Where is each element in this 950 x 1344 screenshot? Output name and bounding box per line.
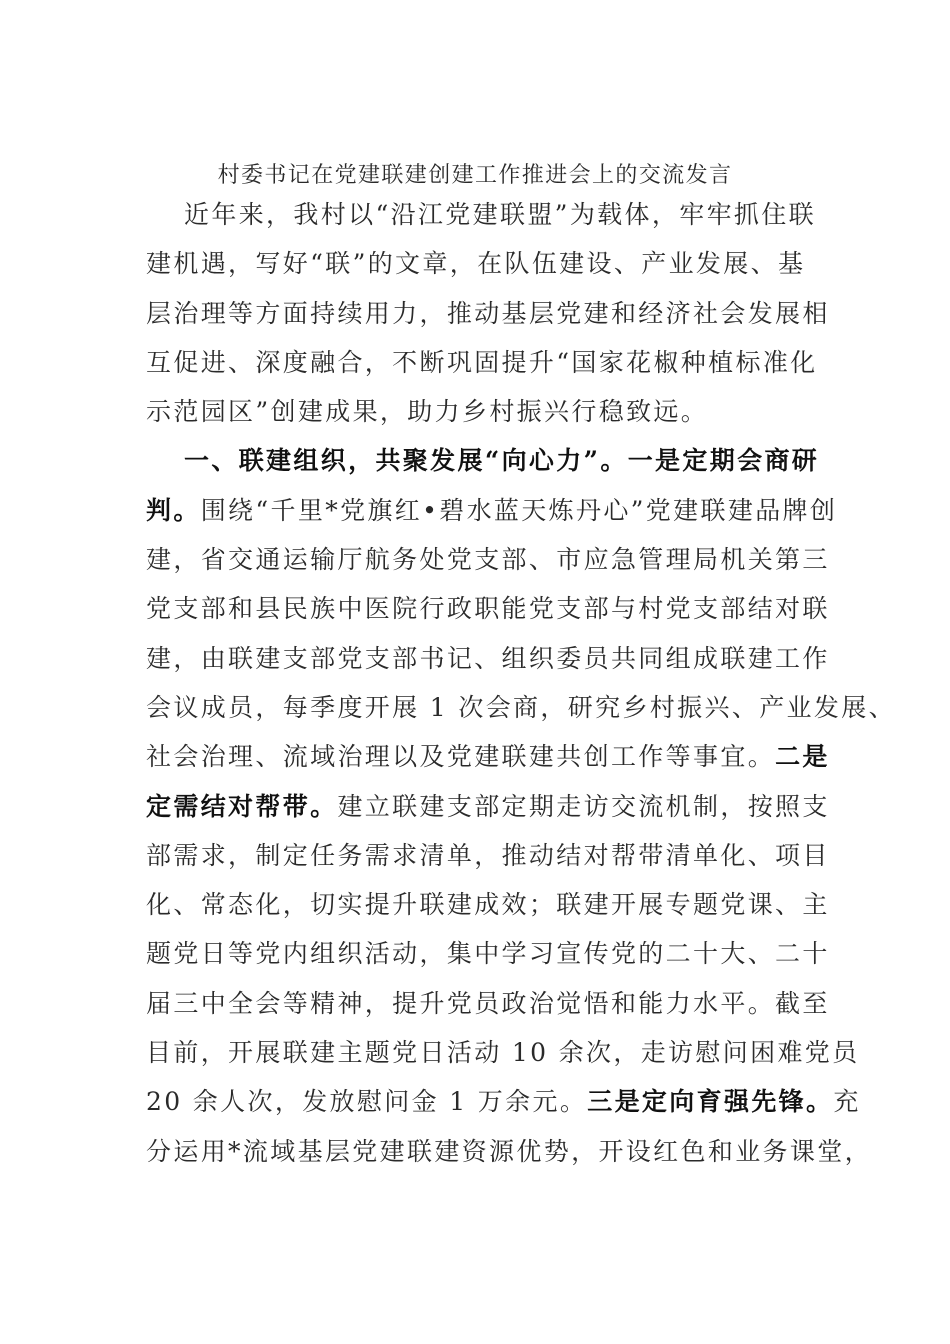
text-line bbox=[146, 880, 830, 929]
text-line bbox=[146, 1077, 861, 1126]
text-line bbox=[146, 1028, 860, 1077]
text-line bbox=[146, 831, 830, 880]
text-line bbox=[146, 289, 830, 338]
text-line bbox=[146, 436, 822, 485]
text-line bbox=[146, 929, 830, 978]
text-run: 近年来，我村以“沿江党建联盟”为载体，牢牢抓住联 bbox=[184, 200, 816, 229]
text-line bbox=[146, 584, 830, 633]
text-run: 围绕“千里*党旗红•碧水蓝天炼丹心”党建联建品牌创 bbox=[200, 495, 838, 525]
text-run: 化、常态化，切实提升联建成效；联建开展专题党课、主 bbox=[146, 890, 830, 920]
text-line bbox=[146, 782, 830, 831]
text-line bbox=[146, 338, 822, 387]
text-run: 社会治理、流域治理以及党建联建共创工作等事宜。 bbox=[146, 742, 776, 772]
text-run: 党支部和县民族中医院行政职能党支部与村党支部结对联 bbox=[146, 594, 830, 624]
paragraph bbox=[146, 190, 830, 436]
text-run: 建，省交通运输厅航务处党支部、市应急管理局机关第三 bbox=[146, 545, 830, 575]
bold-text-run: 一、联建组织，共聚发展“向心力”。一是定期会商研 bbox=[184, 446, 820, 476]
document-body bbox=[146, 190, 896, 1176]
text-run: 建，由联建支部党支部书记、组织委员共同组成联建工作 bbox=[146, 643, 830, 673]
text-run: 建机遇，写好“联”的文章，在队伍建设、产业发展、基 bbox=[146, 249, 806, 279]
text-run: 分运用*流域基层党建联建资源优势，开设红色和业务课堂， bbox=[146, 1136, 872, 1166]
text-line bbox=[146, 683, 896, 732]
bold-text-run: 二是 bbox=[775, 742, 830, 772]
text-line bbox=[146, 387, 822, 436]
text-line bbox=[146, 979, 830, 1028]
paragraph bbox=[146, 436, 896, 1175]
text-run: 部需求，制定任务需求清单，推动结对帮带清单化、项目 bbox=[146, 840, 830, 870]
text-run: 示范园区”创建成果，助力乡村振兴行稳致远。 bbox=[146, 397, 709, 427]
text-run: 互促进、深度融合，不断巩固提升“国家花椒种植标准化 bbox=[146, 347, 818, 377]
text-line bbox=[146, 535, 830, 584]
text-run: 题党日等党内组织活动，集中学习宣传党的二十大、二十 bbox=[146, 939, 830, 969]
document-title: 村委书记在党建联建创建工作推进会上的交流发言 bbox=[217, 163, 733, 188]
text-line bbox=[146, 190, 822, 239]
bold-text-run: 判。 bbox=[146, 495, 201, 525]
text-run: 20 余人次，发放慰问金 1 万余元。 bbox=[146, 1087, 588, 1117]
text-line bbox=[146, 239, 822, 288]
text-run: 层治理等方面持续用力，推动基层党建和经济社会发展相 bbox=[146, 298, 830, 328]
bold-text-run: 三是定向育强先锋。 bbox=[587, 1087, 834, 1117]
text-run: 建立联建支部定期走访交流机制，按照支 bbox=[337, 791, 830, 821]
text-run: 目前，开展联建主题党日活动 10 余次，走访慰问困难党员 bbox=[146, 1038, 860, 1068]
text-line bbox=[146, 732, 830, 781]
text-line bbox=[146, 1127, 872, 1176]
text-run: 充 bbox=[833, 1087, 861, 1117]
bold-text-run: 定需结对帮带。 bbox=[146, 791, 338, 821]
text-run: 会议成员，每季度开展 1 次会商，研究乡村振兴、产业发展、 bbox=[146, 692, 896, 722]
text-run: 届三中全会等精神，提升党员政治觉悟和能力水平。截至 bbox=[146, 988, 830, 1018]
text-line bbox=[146, 634, 830, 683]
text-line bbox=[146, 486, 838, 535]
